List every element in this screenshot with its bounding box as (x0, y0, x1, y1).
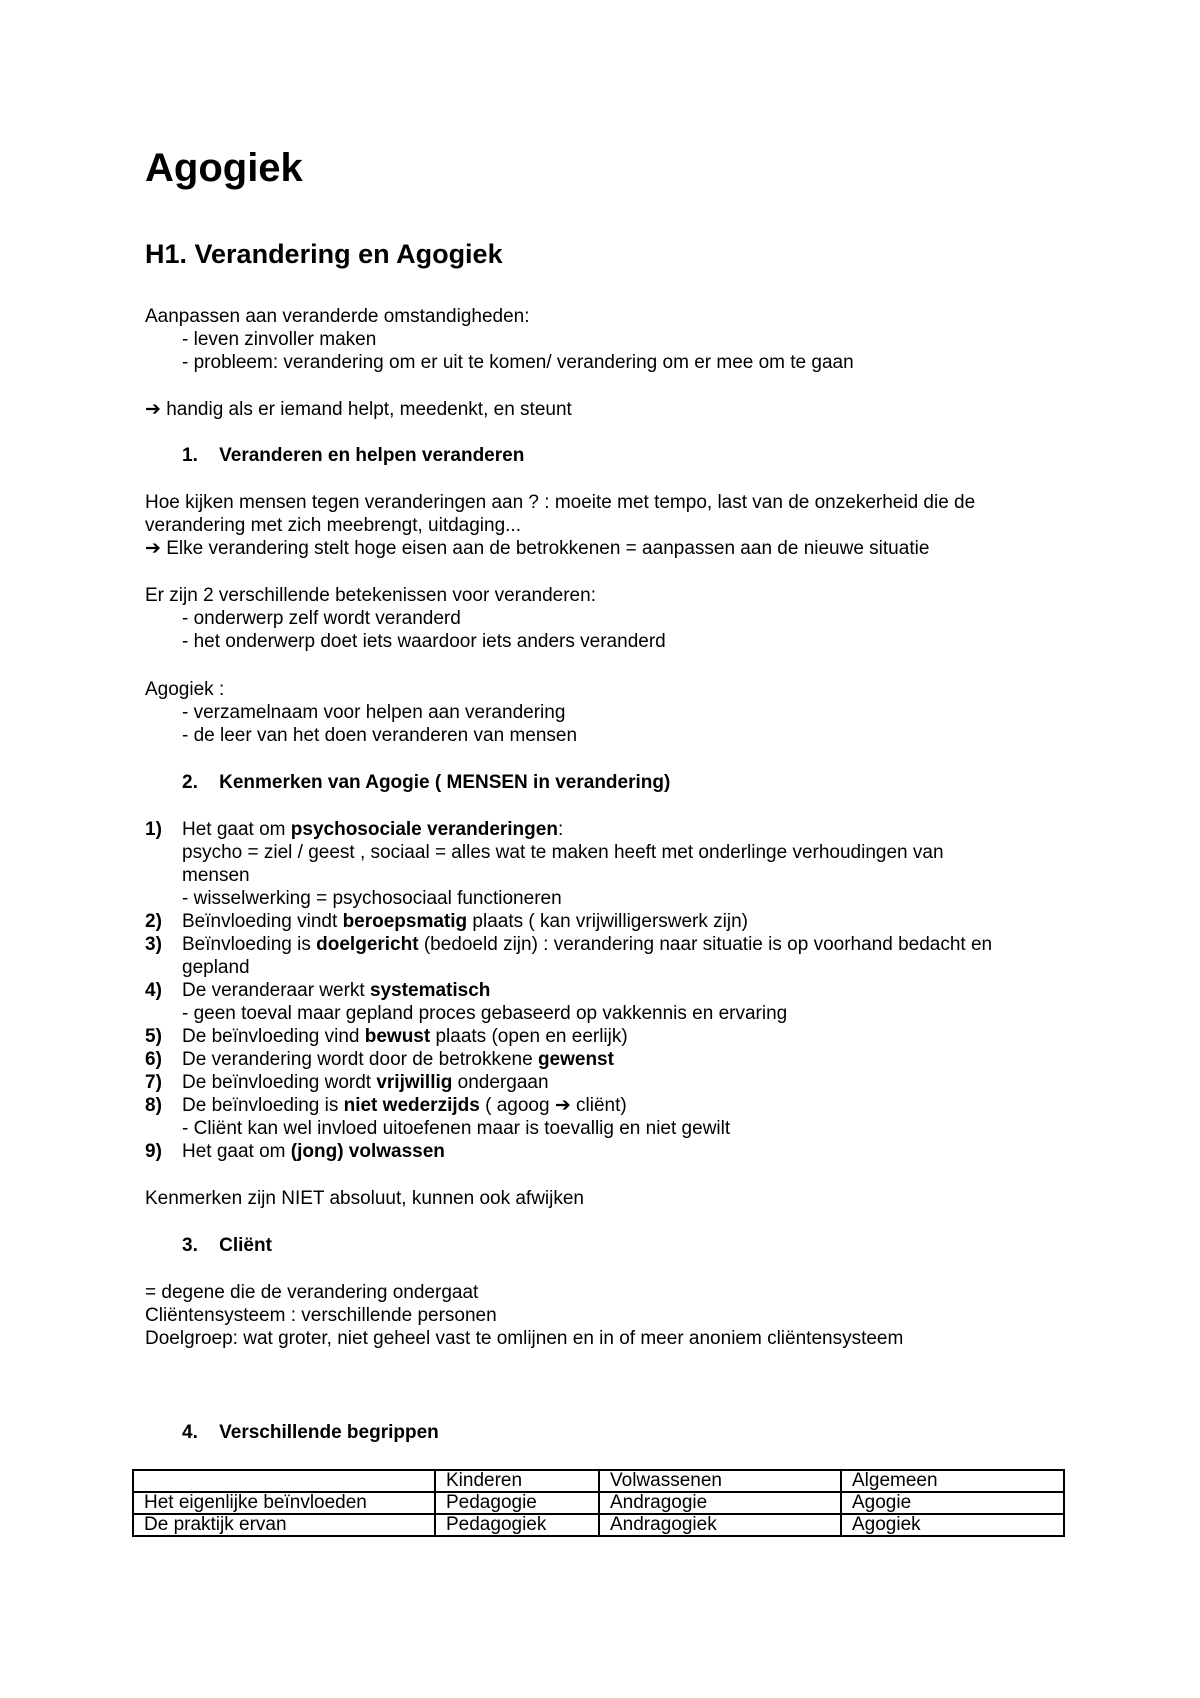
list-text: De beïnvloeding vind (182, 1026, 365, 1047)
section-3-title: Cliënt (219, 1235, 272, 1256)
list-item: - verzamelnaam voor helpen aan verandering (182, 702, 566, 723)
chapter-heading: H1. Verandering en Agogiek (145, 239, 503, 269)
table-header-row (133, 1470, 1064, 1492)
list-number: 4) (145, 980, 162, 1001)
list-number: 6) (145, 1049, 162, 1070)
table-cell: Andragogie (599, 1492, 841, 1514)
table-cell: Agogie (841, 1492, 1064, 1514)
list-number: 9) (145, 1141, 162, 1162)
list-continuation: mensen (182, 865, 250, 886)
list-text: ondergaan (452, 1072, 549, 1093)
list-number: 7) (145, 1072, 162, 1093)
list-emphasis: vrijwillig (376, 1072, 453, 1093)
list-continuation: - Cliënt kan wel invloed uitoefenen maar is toevallig en niet gewilt (182, 1118, 731, 1139)
list-text: Het gaat om (182, 819, 291, 840)
list-item: - de leer van het doen veranderen van mensen (182, 725, 578, 746)
list-item (145, 910, 748, 933)
list-number: 1) (145, 819, 162, 840)
list-number: 2) (145, 911, 162, 932)
list-text: plaats ( kan vrijwilligerswerk zijn) (467, 911, 748, 932)
list-text: De beïnvloeding is (182, 1095, 344, 1116)
terms-table (132, 1469, 1065, 1537)
section-2-note: Kenmerken zijn NIET absoluut, kunnen ook afwijken (145, 1188, 585, 1209)
list-item (145, 818, 563, 841)
list-continuation: psycho = ziel / geest , sociaal = alles wat te maken heeft met onderlinge verhoudingen van (182, 842, 944, 863)
list-emphasis: bewust (364, 1026, 431, 1047)
table-header-cell: Volwassenen (599, 1470, 841, 1492)
table-cell: Pedagogiek (435, 1514, 599, 1536)
list-text: De veranderaar werkt (182, 980, 370, 1001)
paragraph-line (145, 537, 929, 560)
list-emphasis: gewenst (537, 1049, 614, 1070)
table-cell: Andragogiek (599, 1514, 841, 1536)
list-item (145, 933, 992, 956)
section-1-number: 1. (182, 445, 198, 466)
arrow-right-icon: ➔ (145, 538, 161, 559)
table-cell: De praktijk ervan (133, 1514, 435, 1536)
table-header-cell: Algemeen (841, 1470, 1064, 1492)
section-4-number: 4. (182, 1422, 198, 1443)
section-4-title: Verschillende begrippen (219, 1422, 439, 1443)
paragraph-line: Hoe kijken mensen tegen veranderingen aan ? : moeite met tempo, last van de onzekerheid die de (145, 492, 976, 513)
paragraph-text: Elke verandering stelt hoge eisen aan de betrokkenen = aanpassen aan de nieuwe situatie (166, 538, 930, 559)
list-continuation: - wisselwerking = psychosociaal functioneren (182, 888, 562, 909)
intro-lead: Aanpassen aan veranderde omstandigheden: (145, 306, 530, 327)
section-2-heading (182, 771, 670, 794)
paragraph-line: Er zijn 2 verschillende betekenissen voor veranderen: (145, 585, 596, 606)
table-cell: Agogiek (841, 1514, 1064, 1536)
list-text: Beïnvloeding vindt (182, 911, 343, 932)
list-emphasis: niet wederzijds (343, 1095, 480, 1116)
list-text: De verandering wordt door de betrokkene (182, 1049, 538, 1070)
intro-item: - probleem: verandering om er uit te komen/ verandering om er mee om te gaan (182, 352, 854, 373)
list-number: 3) (145, 934, 162, 955)
list-emphasis: (jong) volwassen (290, 1141, 445, 1162)
list-item (145, 1140, 445, 1163)
list-emphasis: systematisch (369, 980, 491, 1001)
list-number: 8) (145, 1095, 162, 1116)
section-3-number: 3. (182, 1235, 198, 1256)
list-text: De beïnvloeding wordt (182, 1072, 377, 1093)
list-item (145, 979, 490, 1002)
intro-item: - leven zinvoller maken (182, 329, 377, 350)
arrow-right-icon: ➔ (554, 1095, 571, 1116)
section-3-heading (182, 1234, 272, 1257)
list-item (145, 1094, 627, 1117)
document-title: Agogiek (145, 146, 303, 190)
list-emphasis: beroepsmatig (342, 911, 468, 932)
paragraph-line: Agogiek : (145, 679, 225, 700)
table-row (133, 1514, 1064, 1536)
list-text: cliënt) (570, 1095, 627, 1116)
table-row (133, 1492, 1064, 1514)
intro-conclusion-text: handig als er iemand helpt, meedenkt, en steunt (166, 399, 572, 420)
list-text: Het gaat om (182, 1141, 291, 1162)
list-text: plaats (open en eerlijk) (430, 1026, 628, 1047)
list-continuation: - geen toeval maar gepland proces gebaseerd op vakkennis en ervaring (182, 1003, 788, 1024)
list-emphasis: psychosociale veranderingen (290, 819, 558, 840)
section-2-title: Kenmerken van Agogie ( MENSEN in verandering) (219, 772, 671, 793)
paragraph-line: Cliëntensysteem : verschillende personen (145, 1305, 497, 1326)
list-text: (bedoeld zijn) : verandering naar situatie is op voorhand bedacht en (418, 934, 993, 955)
paragraph-line: = degene die de verandering ondergaat (145, 1282, 479, 1303)
list-text: ( agoog (479, 1095, 555, 1116)
list-item (145, 1025, 628, 1048)
arrow-right-icon: ➔ (145, 399, 161, 420)
list-continuation: gepland (182, 957, 250, 978)
list-item (145, 1048, 614, 1071)
list-item: - het onderwerp doet iets waardoor iets anders veranderd (182, 631, 666, 652)
table-header-cell: Kinderen (435, 1470, 599, 1492)
list-number: 5) (145, 1026, 162, 1047)
list-emphasis: doelgericht (316, 934, 419, 955)
table-header-cell (133, 1470, 435, 1492)
paragraph-line: verandering met zich meebrengt, uitdaging... (145, 515, 521, 536)
table-cell: Het eigenlijke beïnvloeden (133, 1492, 435, 1514)
list-item: - onderwerp zelf wordt veranderd (182, 608, 461, 629)
section-2-number: 2. (182, 772, 198, 793)
intro-conclusion (145, 398, 572, 421)
table-cell: Pedagogie (435, 1492, 599, 1514)
paragraph-line: Doelgroep: wat groter, niet geheel vast te omlijnen en in of meer anoniem cliëntensysteem (145, 1328, 904, 1349)
section-4-heading (182, 1421, 439, 1444)
list-text: Beïnvloeding is (182, 934, 317, 955)
section-1-title: Veranderen en helpen veranderen (219, 445, 525, 466)
list-text: : (557, 819, 564, 840)
section-1-heading (182, 444, 524, 467)
list-item (145, 1071, 549, 1094)
